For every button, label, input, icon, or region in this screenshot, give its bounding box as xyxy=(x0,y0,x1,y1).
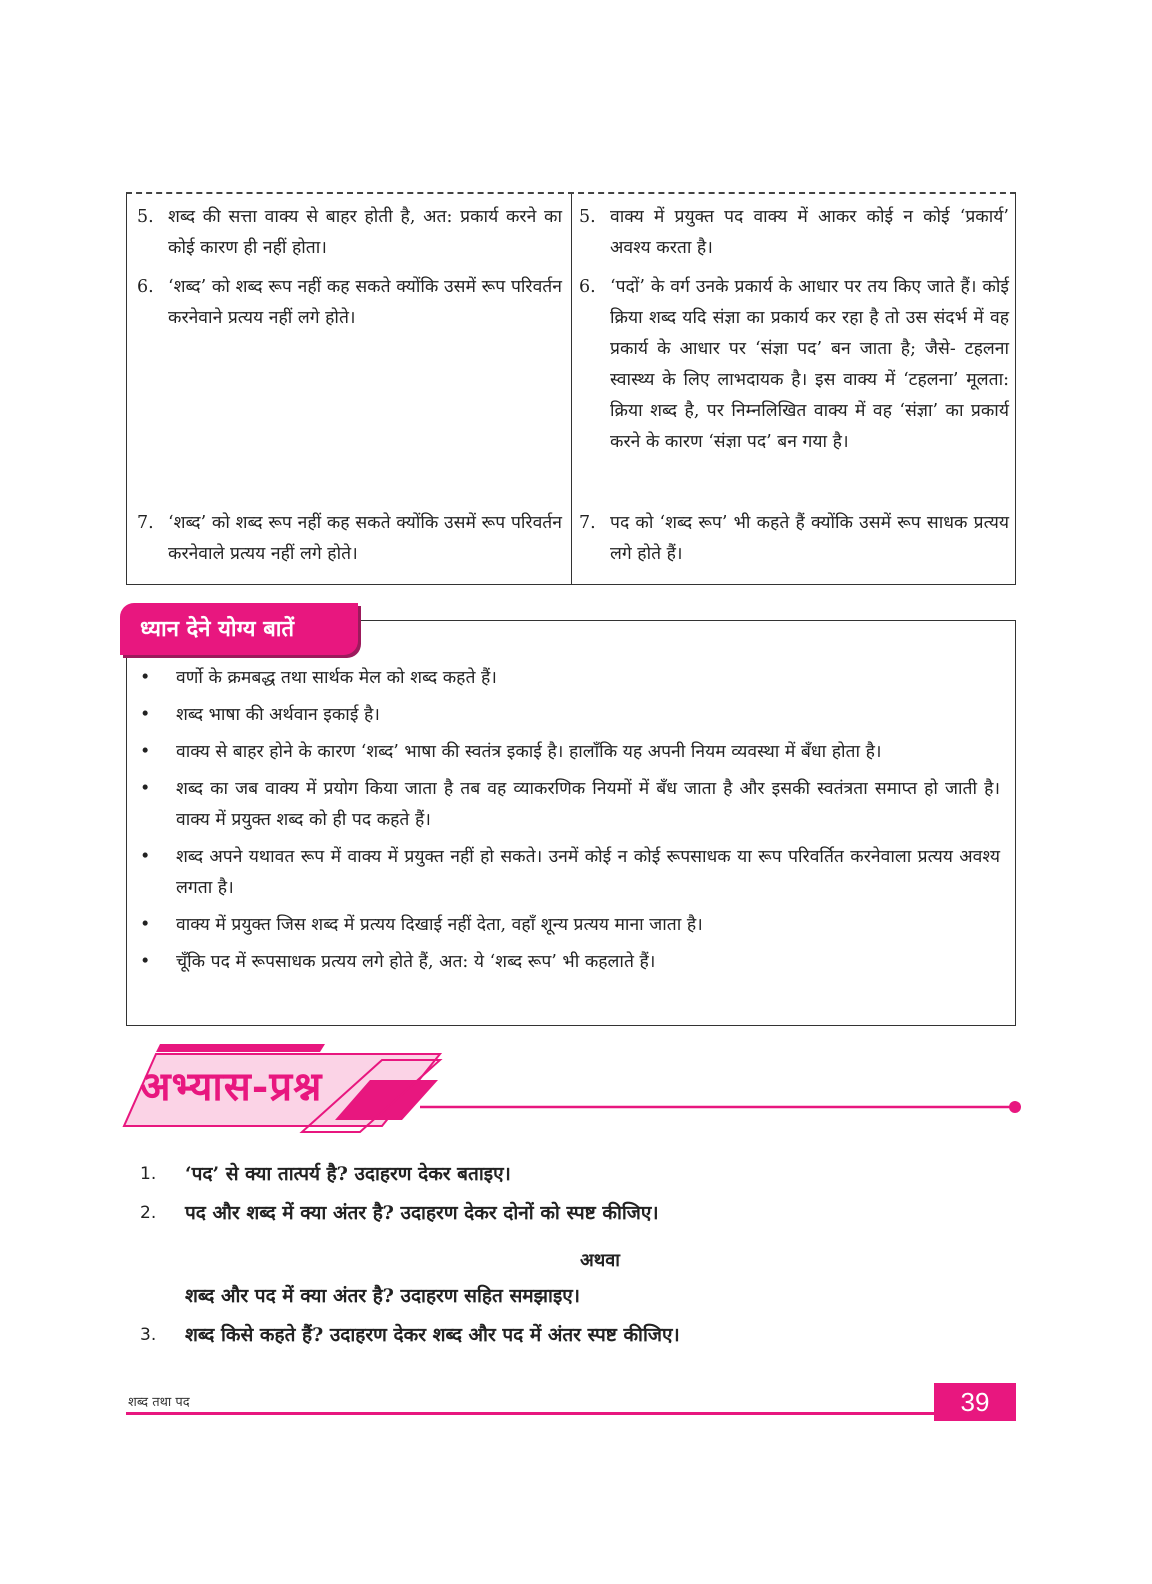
list-item xyxy=(140,774,1000,836)
bullet-icon: • xyxy=(140,779,151,799)
bullet-icon: • xyxy=(140,847,151,867)
page-number: 39 xyxy=(934,1383,1016,1421)
question-number: 1. xyxy=(140,1164,157,1184)
bullet-icon: • xyxy=(140,915,151,935)
bullet-icon: • xyxy=(140,952,151,972)
list-item xyxy=(140,700,1000,731)
row-number: 5. xyxy=(579,207,596,227)
question-number: 2. xyxy=(140,1203,157,1223)
row-number: 5. xyxy=(137,207,154,227)
banner-dot xyxy=(1009,1101,1021,1113)
questions xyxy=(140,1158,1000,1358)
question-2-alternate xyxy=(140,1280,1000,1313)
or-label: अथवा xyxy=(580,1250,620,1271)
pad-cell xyxy=(579,272,1009,458)
question-text: शब्द किसे कहते हैं? उदाहरण देकर शब्द और पद में अंतर स्पष्ट कीजिए। xyxy=(185,1324,680,1346)
notes-list xyxy=(140,663,1000,984)
pad-text: वाक्य में प्रयुक्त पद वाक्य में आकर कोई न कोई ‘प्रकार्य’ अवश्य करता है। xyxy=(610,207,1009,258)
bullet-icon: • xyxy=(140,668,151,688)
note-text: शब्द का जब वाक्य में प्रयोग किया जाता है तब वह व्याकरणिक नियमों में बँध जाता है और इसकी स्वतंत्रता समाप्त हो जाती है। वाक्य में प्रयुक्त शब्द को ही पद कहते हैं। xyxy=(176,779,1000,830)
word-text: ‘शब्द’ को शब्द रूप नहीं कह सकते क्योंकि उसमें रूप परिवर्तन करनेवाने प्रत्यय नहीं लगे होते। xyxy=(168,277,562,328)
note-text: वर्णो के क्रमबद्ध तथा सार्थक मेल को शब्द कहते हैं। xyxy=(176,668,497,688)
question-text: शब्द और पद में क्या अंतर है? उदाहरण सहित समझाइए। xyxy=(185,1285,580,1307)
list-item xyxy=(140,842,1000,904)
banner-top-stripe xyxy=(156,1044,325,1052)
question-number: 3. xyxy=(140,1325,157,1345)
comparison-table xyxy=(126,192,1016,585)
bullet-icon: • xyxy=(140,742,151,762)
question-text: पद और शब्द में क्या अंतर है? उदाहरण देकर दोनों को स्पष्ट कीजिए। xyxy=(185,1202,659,1224)
footer-rule xyxy=(126,1412,934,1415)
exercise-title: अभ्यास-प्रश्न xyxy=(140,1063,323,1110)
footer-chapter-title: शब्द तथा पद xyxy=(128,1395,190,1410)
list-item xyxy=(140,910,1000,941)
notes-title: ध्यान देने योग्य बातें xyxy=(120,603,358,655)
list-item xyxy=(140,947,1000,978)
row-number: 6. xyxy=(137,277,154,297)
list-item xyxy=(140,737,1000,768)
column-divider xyxy=(571,194,572,584)
pad-text: ‘पदों’ के वर्ग उनके प्रकार्य के आधार पर तय किए जाते हैं। कोई क्रिया शब्द यदि संज्ञा का प्रकार्य कर रहा है तो उस संदर्भ में वह प्रकार्य के आधार पर ‘संज्ञा पद’ बन जाता है; जैसे- टहलना स्वास्थ्य के लिए लाभदायक है। इस वाक्य में ‘टहलना’ मूलता: क्रिया शब्द है, पर निम्नलिखित वाक्य में वह ‘संज्ञा’ का प्रकार्य करने के कारण ‘संज्ञा पद’ बन गया है। xyxy=(610,277,1009,452)
note-text: वाक्य से बाहर होने के कारण ‘शब्द’ भाषा की स्वतंत्र इकाई है। हालाँकि यह अपनी नियम व्यवस्था में बँधा होता है। xyxy=(176,742,882,762)
question-1 xyxy=(140,1158,1000,1191)
question-2 xyxy=(140,1197,1000,1230)
pad-cell xyxy=(579,508,1009,570)
note-text: वाक्य में प्रयुक्त जिस शब्द में प्रत्यय दिखाई नहीं देता, वहाँ शून्य प्रत्यय माना जाता है। xyxy=(176,915,703,935)
pad-cell xyxy=(579,202,1009,264)
word-cell xyxy=(137,508,562,570)
row-number: 7. xyxy=(579,513,596,533)
row-number: 7. xyxy=(137,513,154,533)
pad-text: पद को ‘शब्द रूप’ भी कहते हैं क्योंकि उसमें रूप साधक प्रत्यय लगे होते हैं। xyxy=(610,513,1009,564)
question-text: ‘पद’ से क्या तात्पर्य है? उदाहरण देकर बताइए। xyxy=(185,1163,511,1185)
row-number: 6. xyxy=(579,277,596,297)
list-item xyxy=(140,663,1000,694)
note-text: शब्द अपने यथावत रूप में वाक्य में प्रयुक्त नहीं हो सकते। उनमें कोई न कोई रूपसाधक या रूप परिवर्तित करनेवाला प्रत्यय अवश्य लगता है। xyxy=(176,847,1000,898)
question-3 xyxy=(140,1319,1000,1352)
note-text: चूँकि पद में रूपसाधक प्रत्यय लगे होते हैं, अत: ये ‘शब्द रूप’ भी कहलाते हैं। xyxy=(176,952,656,972)
word-text: ‘शब्द’ को शब्द रूप नहीं कह सकते क्योंकि उसमें रूप परिवर्तन करनेवाले प्रत्यय नहीं लगे होते। xyxy=(168,513,562,564)
word-cell xyxy=(137,272,562,334)
word-cell xyxy=(137,202,562,264)
word-text: शब्द की सत्ता वाक्य से बाहर होती है, अत: प्रकार्य करने का कोई कारण ही नहीं होता। xyxy=(168,207,562,258)
bullet-icon: • xyxy=(140,705,151,725)
note-text: शब्द भाषा की अर्थवान इकाई है। xyxy=(176,705,380,725)
